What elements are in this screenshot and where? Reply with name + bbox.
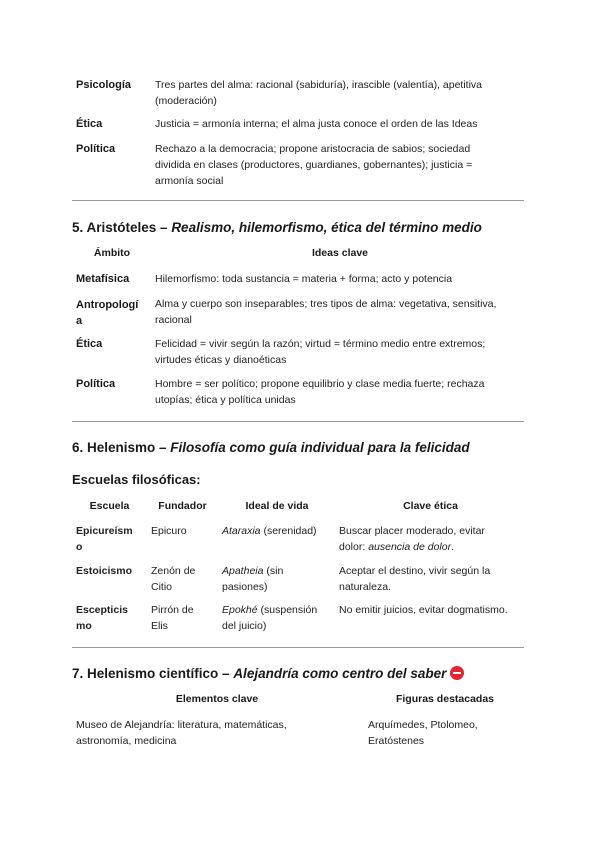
table-term: Ética: [76, 118, 103, 130]
dash: –: [156, 220, 172, 235]
ideal-term: Epokhé: [222, 604, 258, 616]
ideal: [222, 563, 317, 595]
term-line: Antropologí: [76, 299, 139, 311]
table-term: Política: [76, 378, 116, 390]
school-name: Estoicismo: [76, 565, 133, 577]
table-desc: Rechazo a la democracia; propone aristocracia de sabios; sociedad dividida en clases (productores, guardianes, gobernantes); justicia = armonía social: [155, 143, 473, 187]
founder: Zenón de Citio: [151, 565, 196, 593]
ethic-key: Aceptar el destino, vivir según la naturaleza.: [339, 565, 491, 593]
key-end: .: [451, 541, 455, 553]
table-desc: Hombre = ser político; propone equilibrio y clase media fuerte; rechaza utopías; ética y política unidas: [155, 378, 485, 406]
ethic-key: No emitir juicios, evitar dogmatismo.: [339, 604, 508, 616]
table-term: Metafísica: [76, 273, 130, 285]
col-header-escuela: Escuela: [89, 500, 130, 512]
section-heading-helenismo: [72, 440, 532, 455]
divider: [72, 200, 524, 201]
section-subtitle: Filosofía como guía individual para la felicidad: [170, 440, 470, 455]
section-number: 5. Aristóteles: [72, 220, 157, 235]
table-term: [76, 297, 138, 329]
table-desc: Hilemorfismo: toda sustancia = materia + forma; acto y potencia: [155, 273, 453, 285]
section-heading-helenismo-cientifico: [72, 666, 532, 681]
founder: Epicuro: [151, 525, 187, 537]
col-header-ideas: Ideas clave: [311, 247, 369, 259]
term-line: Escepticis: [76, 604, 128, 616]
figures-cell: Arquímedes, Ptolomeo, Eratóstenes: [368, 719, 478, 747]
key-text: Buscar placer moderado, evitar dolor:: [339, 525, 485, 553]
table-term: Política: [76, 143, 116, 155]
term-line: Epicureísm: [76, 525, 133, 537]
section-heading-aristoteles: [72, 220, 532, 235]
section-number: 7. Helenismo científico: [72, 666, 219, 681]
schools-heading: Escuelas filosóficas:: [72, 472, 201, 487]
section-number: 6. Helenismo: [72, 440, 156, 455]
col-header-elementos: Elementos clave: [175, 693, 259, 705]
key-emph: ausencia de dolor: [368, 541, 452, 553]
term-line: a: [76, 315, 83, 327]
ideal-rest: (serenidad): [260, 525, 317, 537]
table-desc: Alma y cuerpo son inseparables; tres tipos de alma: vegetativa, sensitiva, racional: [155, 298, 497, 326]
ideal-rest: (sin pasiones): [222, 565, 284, 593]
ideal-rest: (suspensión del juicio): [222, 604, 318, 632]
table-term: Psicología: [76, 79, 132, 91]
col-header-clave: Clave ética: [403, 500, 458, 512]
table-term: Ética: [76, 338, 103, 350]
ethic-key: [339, 523, 509, 555]
table-desc: Tres partes del alma: racional (sabiduría), irascible (valentía), apetitiva (moderación): [155, 79, 483, 107]
term-line: o: [76, 541, 83, 553]
section-subtitle: Alejandría como centro del saber: [233, 666, 447, 681]
table-desc: Felicidad = vivir según la razón; virtud = término medio entre extremos; virtudes éticas y dianoéticas: [155, 338, 486, 366]
col-header-ambito: Ámbito: [93, 247, 131, 259]
col-header-figuras: Figuras destacadas: [395, 693, 495, 705]
ideal: [222, 523, 334, 539]
term-line: mo: [76, 620, 92, 632]
divider: [72, 647, 524, 648]
elements-cell: Museo de Alejandría: literatura, matemáticas, astronomía, medicina: [76, 719, 287, 747]
section-subtitle: Realismo, hilemorfismo, ética del término medio: [171, 220, 482, 235]
table-desc: Justicia = armonía interna; el alma justa conoce el orden de las Ideas: [155, 118, 478, 130]
school-name: [76, 602, 128, 634]
col-header-ideal: Ideal de vida: [245, 500, 309, 512]
ideal-term: Ataraxia: [222, 525, 261, 537]
founder: Pirrón de Elis: [151, 604, 194, 632]
ideal: [222, 602, 332, 634]
dash: –: [218, 666, 234, 681]
dash: –: [155, 440, 171, 455]
divider: [72, 421, 524, 422]
school-name: [76, 523, 133, 555]
no-entry-icon: [450, 666, 464, 680]
col-header-fundador: Fundador: [158, 500, 207, 512]
ideal-term: Apatheia: [222, 565, 264, 577]
